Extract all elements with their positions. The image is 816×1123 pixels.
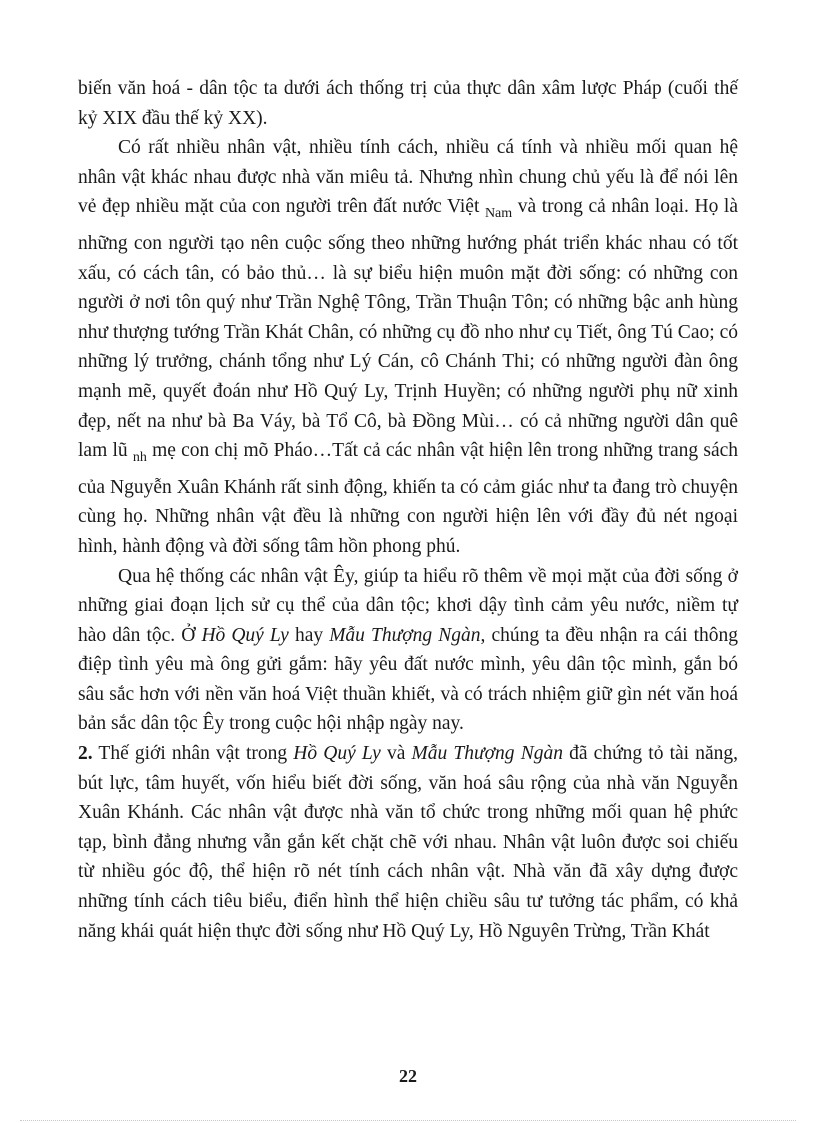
paragraph-2-text-b: và trong cả nhân loại. Họ là những con người tạo nên cuộc sống theo những hướng phát triển khác nhau có tốt xấu, có cách tân, có bảo thủ… là sự biểu hiện muôn mặt đời sống: có những con người ở nơi tôn quý như Trần Nghệ Tông, Trần Thuận Tôn; có những bậc anh hùng như thượng tướng Trần Khát Chân, có những cụ đồ nho như cụ Tiết, ông Tú Cao; có những lý trưởng, chánh tổng như Lý Cán, cô Chánh Thi; có những người đàn ông mạnh mẽ, quyết đoán như Hồ Quý Ly, Trịnh Huyền; có những người phụ nữ xinh đẹp, nết na như bà Ba Váy, bà Tổ Cô, bà Đồng Mùi… có cả những người dân quê lam lũ xyxy=(78,196,738,462)
paragraph-1-text: biến văn hoá - dân tộc ta dưới ách thống trị của thực dân xâm lược Pháp (cuối thế kỷ XIX đầu thế kỷ XX). xyxy=(78,78,738,129)
paragraph-3 xyxy=(78,562,738,740)
paragraph-4-text-b: và xyxy=(386,743,406,765)
paragraph-3-text-a: Qua hệ thống các nhân vật Êy, giúp ta hiểu rõ thêm về mọi mặt của đời sống ở những giai đoạn lịch sử cụ thể của dân tộc; khơi dậy tình cảm yêu nước, niềm tự hào dân tộc. Ở xyxy=(78,565,738,646)
paragraph-2-text-a: Có rất nhiều nhân vật, nhiều tính cách, nhiều cá tính và nhiều mối quan hệ nhân vật khác nhau được nhà văn miêu tả. Nhưng nhìn chung chủ yếu là để nói lên vẻ đẹp nhiều mặt của con người trên đất nước Việt xyxy=(78,137,738,218)
paragraph-2-subscript-nam: Nam xyxy=(484,206,513,222)
paragraph-3-text-b: hay xyxy=(294,624,324,646)
paragraph-2-text-c: mẹ con chị mõ Pháo…Tất cả các nhân vật hiện lên trong những trang sách của Nguyễn Xuân Khánh rất sinh động, khiến ta có cảm giác như ta đang trò chuyện cùng họ. Những nhân vật đều là những con người hiện lên với đầy đủ nét ngoại hình, hành động và đời sống tâm hồn phong phú. xyxy=(78,440,739,557)
paragraph-1 xyxy=(78,74,738,133)
paragraph-4-text-a: Thế giới nhân vật trong xyxy=(98,743,288,765)
book-title-mau-thuong-ngan-2: Mẫu Thượng Ngàn xyxy=(411,743,563,765)
page-number: 22 xyxy=(399,1066,417,1086)
page-bottom-divider xyxy=(20,1120,796,1121)
book-title-ho-quy-ly: Hồ Quý Ly xyxy=(201,624,289,646)
paragraph-3-text-c: , chúng ta đều nhận ra cái thông điệp tình yêu mà ông gửi gắm: hãy yêu đất nước mình, yêu dân tộc mình, gắn bó sâu sắc hơn với nền văn hoá Việt thuần khiết, và có trách nhiệm giữ gìn nét văn hoá bản sắc dân tộc Êy trong cuộc hội nhập ngày nay. xyxy=(78,624,739,735)
book-title-ho-quy-ly-2: Hồ Quý Ly xyxy=(293,743,381,765)
document-body xyxy=(78,74,738,946)
paragraph-4-text-c: đã chứng tỏ tài năng, bút lực, tâm huyết, vốn hiểu biết đời sống, văn hoá sâu rộng của nhà văn Nguyễn Xuân Khánh. Các nhân vật được nhà văn tổ chức trong những mối quan hệ phức tạp, bình đẳng nhưng vẫn gắn kết chặt chẽ với nhau. Nhân vật luôn được soi chiếu từ nhiều góc độ, thể hiện rõ nét tính cách nhân vật. Nhà văn đã xây dựng được những tính cách tiêu biểu, điển hình thể hiện chiều sâu tư tưởng tác phẩm, có khả năng khái quát hiện thực đời sống như Hồ Quý Ly, Hồ Nguyên Trừng, Trần Khát xyxy=(78,743,739,942)
section-number: 2. xyxy=(78,743,93,765)
paragraph-2 xyxy=(78,133,738,561)
book-title-mau-thuong-ngan: Mẫu Thượng Ngàn xyxy=(329,624,481,646)
paragraph-2-subscript-nh: nh xyxy=(132,450,147,466)
paragraph-4 xyxy=(78,739,738,946)
